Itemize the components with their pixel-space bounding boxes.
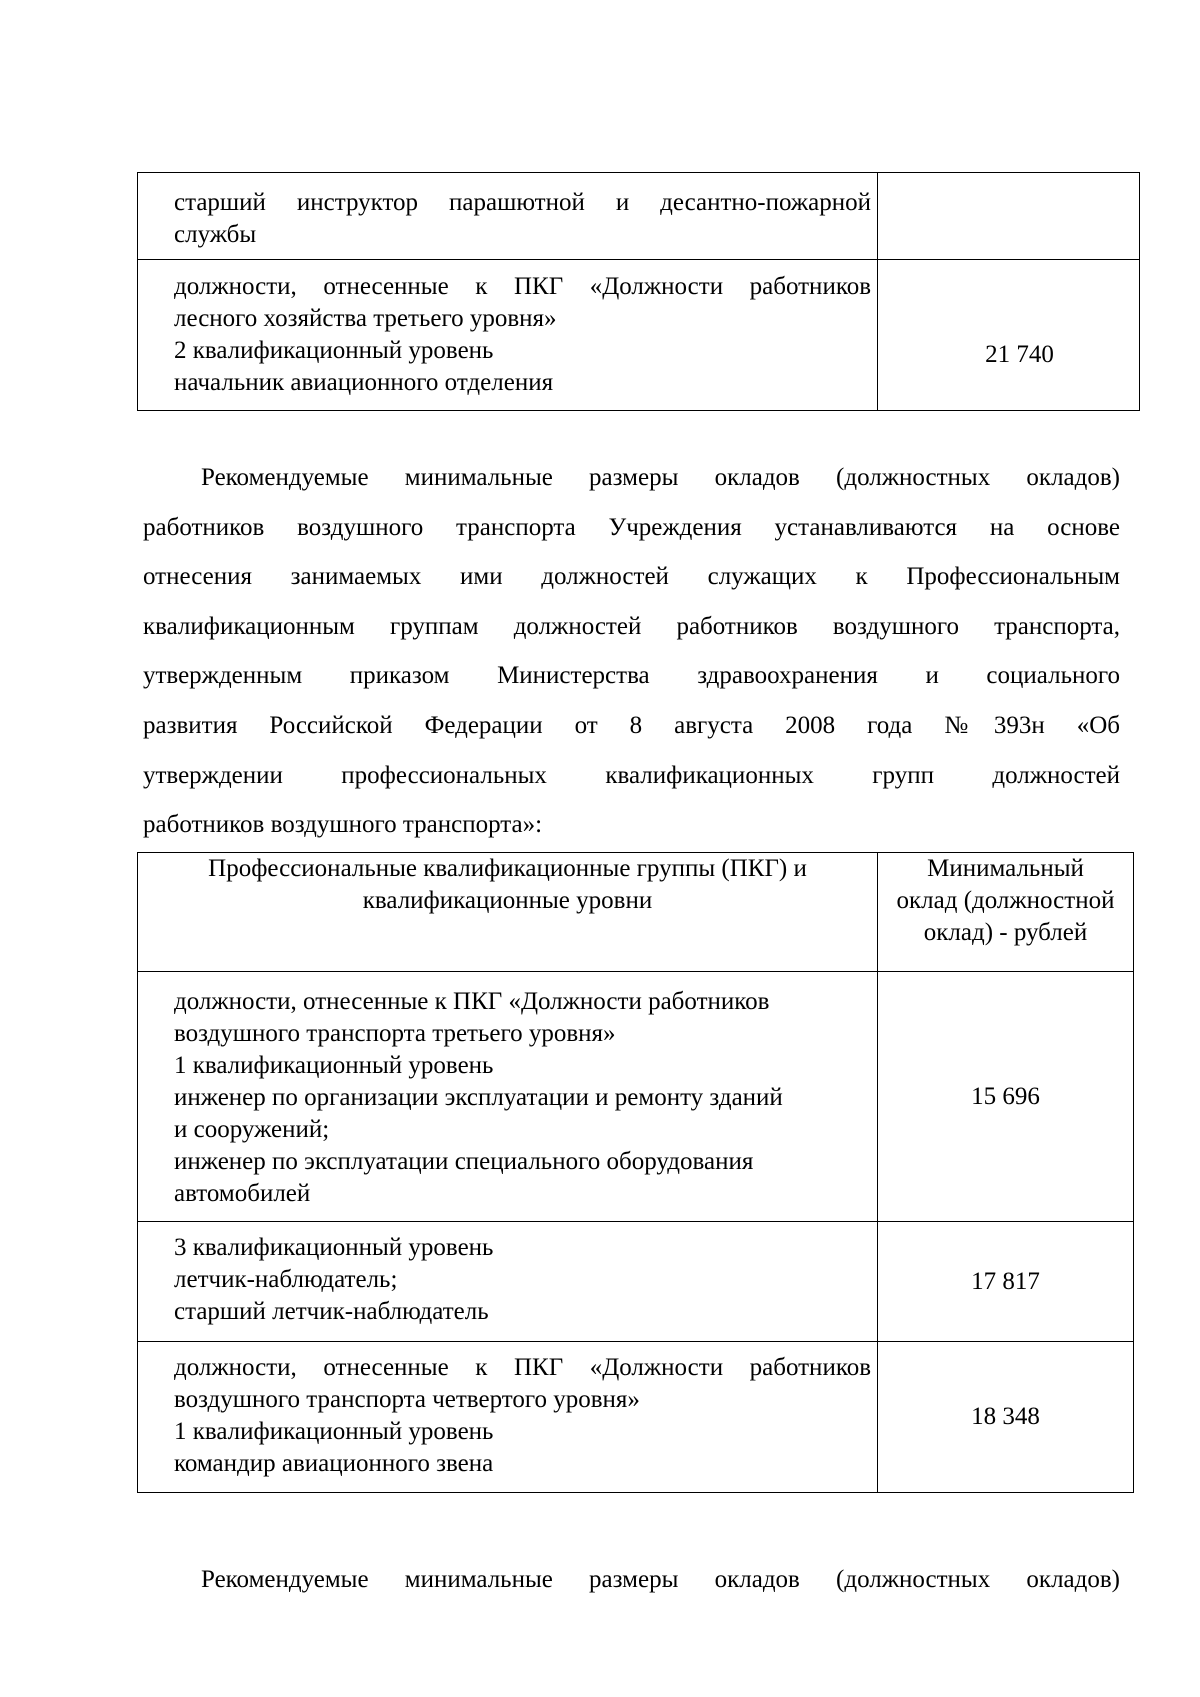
position-line: инженер по организации эксплуатации и ремонту зданий <box>174 1084 783 1111</box>
table-air-transport-salaries <box>137 852 1134 1493</box>
next-section-paragraph <box>143 1555 1120 1605</box>
paragraph-line: работников воздушного транспорта»: <box>143 811 543 839</box>
position-cell <box>138 260 878 411</box>
position-cell <box>138 173 878 260</box>
position-line: старший летчик-наблюдатель <box>174 1298 489 1325</box>
position-cell <box>138 1342 878 1493</box>
position-line: воздушного транспорта четвертого уровня» <box>174 1386 640 1413</box>
position-line: лесного хозяйства третьего уровня» <box>174 305 557 332</box>
table-forestry-continuation <box>137 172 1140 411</box>
paragraph-line: работников воздушного транспорта Учреждения устанавливаются на основе <box>143 513 1120 541</box>
position-cell <box>138 972 878 1222</box>
salary-cell <box>878 173 1140 260</box>
table-header-row <box>138 853 1134 972</box>
position-line: командир авиационного звена <box>174 1450 494 1477</box>
salary-cell: 21 740 <box>878 260 1140 411</box>
table-row <box>138 173 1140 260</box>
position-line: воздушного транспорта третьего уровня» <box>174 1020 616 1047</box>
position-line: 2 квалификационный уровень <box>174 337 494 364</box>
paragraph-line: Рекомендуемые минимальные размеры окладов (должностных окладов) <box>201 464 1120 491</box>
position-line: автомобилей <box>174 1180 311 1207</box>
header-min-salary <box>878 853 1134 972</box>
air-transport-intro-paragraph <box>143 453 1120 850</box>
header-line: оклад (должностной <box>896 887 1115 914</box>
salary-cell: 18 348 <box>878 1342 1134 1493</box>
table-row <box>138 1222 1134 1342</box>
position-line: и сооружений; <box>174 1116 330 1143</box>
paragraph-line: Рекомендуемые минимальные размеры окладов (должностных окладов) <box>201 1566 1120 1593</box>
paragraph-line: развития Российской Федерации от 8 августа 2008 года №393н «Об <box>143 711 1120 739</box>
table-row <box>138 1342 1134 1493</box>
position-line: должности, отнесенные к ПКГ «Должности работников <box>174 1354 871 1381</box>
header-line: Минимальный <box>927 855 1084 882</box>
position-line: старший инструктор парашютной и десантно-пожарной <box>174 189 871 216</box>
position-line: инженер по эксплуатации специального оборудования <box>174 1148 754 1175</box>
position-line: 1 квалификационный уровень <box>174 1418 494 1445</box>
position-line: начальник авиационного отделения <box>174 369 554 396</box>
position-line: 3 квалификационный уровень <box>174 1234 494 1261</box>
paragraph-line: утвержденным приказом Министерства здравоохранения и социального <box>143 662 1120 690</box>
header-line: оклад) - рублей <box>923 919 1088 946</box>
paragraph-line: утверждении профессиональных квалификационных групп должностей <box>143 761 1120 789</box>
header-line: квалификационные уровни <box>362 887 653 914</box>
position-line: летчик-наблюдатель; <box>174 1266 398 1293</box>
paragraph-line: отнесения занимаемых ими должностей служащих к Профессиональным <box>143 563 1120 591</box>
paragraph-line: квалификационным группам должностей работников воздушного транспорта, <box>143 612 1120 640</box>
position-line: должности, отнесенные к ПКГ «Должности работников <box>174 273 871 300</box>
salary-cell: 15 696 <box>878 972 1134 1222</box>
position-line: 1 квалификационный уровень <box>174 1052 494 1079</box>
position-line: должности, отнесенные к ПКГ «Должности работников <box>174 988 770 1015</box>
position-line: службы <box>174 221 257 248</box>
salary-cell: 17 817 <box>878 1222 1134 1342</box>
table-row <box>138 972 1134 1222</box>
table-row <box>138 260 1140 411</box>
header-line: Профессиональные квалификационные группы (ПКГ) и <box>208 855 807 882</box>
position-cell <box>138 1222 878 1342</box>
header-qualification-groups <box>138 853 878 972</box>
